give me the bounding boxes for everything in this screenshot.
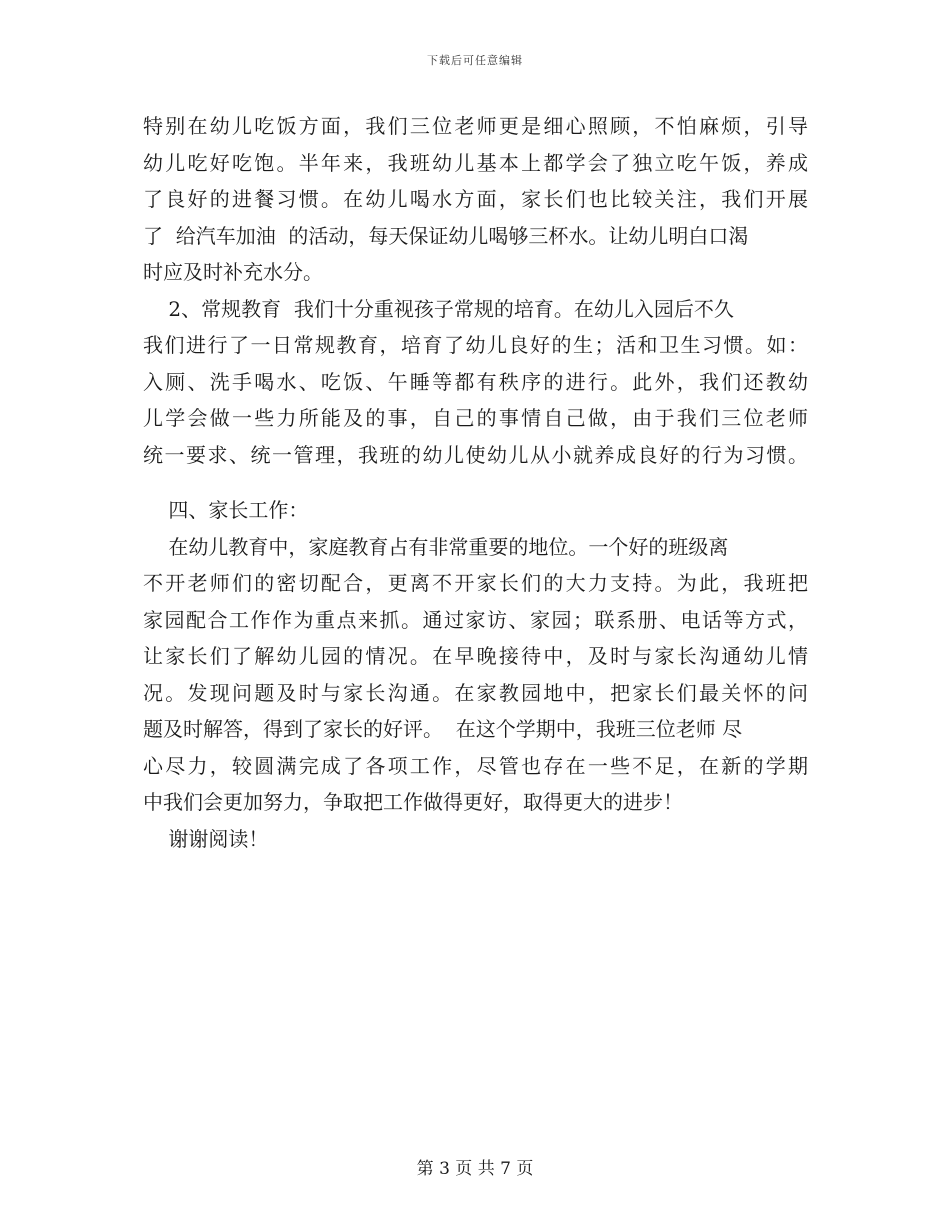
paragraph-routine-education — [143, 291, 808, 474]
text-line: 统一要求、统一管理，我班的幼儿使幼儿从小就养成良好的行为习惯。 — [143, 442, 808, 467]
text-line: 让家长们了解幼儿园的情况。在早晚接待中，及时与家长沟通幼儿情 — [143, 644, 808, 668]
text-line: 时应及时补充水分。 — [143, 260, 323, 284]
text-line: 不开老师们的密切配合，更离不开家长们的大力支持。为此，我班把 — [143, 571, 808, 595]
text-line: 了良好的进餐习惯。在幼儿喝水方面，家长们也比较关注，我们开展 — [143, 187, 808, 211]
document-body — [143, 108, 808, 857]
paragraph-meals — [143, 108, 808, 291]
text-line: 心尽力，较圆满完成了各项工作，尽管也存在一些不足，在新的学期 — [143, 753, 808, 778]
text-line: 在幼儿教育中，家庭教育占有非常重要的地位。一个好的班级离 — [143, 534, 729, 559]
text-line: 了 给汽车加油 的活动，每天保证幼儿喝够三杯水。让幼儿明白口渴 — [143, 223, 749, 248]
section-gap — [143, 473, 808, 492]
text-line: 题及时解答，得到了家长的好评。 在这个学期中，我班三位老师 尽 — [143, 717, 743, 741]
text-line: 2、常规教育 我们十分重视孩子常规的培育。在幼儿入园后不久 — [143, 296, 734, 321]
section-parent-work — [143, 492, 808, 857]
page-header: 下载后可任意编辑 — [427, 54, 523, 67]
closing-line: 谢谢阅读！ — [143, 826, 269, 851]
text-line: 家园配合工作作为重点来抓。通过家访、家园；联系册、电话等方式， — [143, 607, 808, 632]
section-heading: 四、家长工作： — [143, 498, 309, 522]
text-line: 特别在幼儿吃饭方面，我们三位老师更是细心照顾，不怕麻烦，引导 — [143, 114, 808, 138]
text-line: 况。发现问题及时与家长沟通。在家教园地中，把家长们最关怀的问 — [143, 680, 808, 705]
text-line: 入厕、洗手喝水、吃饭、午睡等都有秩序的进行。此外，我们还教幼 — [143, 369, 808, 394]
text-line: 我们进行了一日常规教育，培育了幼儿良好的生；活和卫生习惯。如： — [143, 333, 808, 357]
text-line: 中我们会更加努力，争取把工作做得更好，取得更大的进步！ — [143, 790, 683, 814]
page-number: 第 3 页 共 7 页 — [416, 1159, 534, 1179]
text-line: 幼儿吃好吃饱。半年来，我班幼儿基本上都学会了独立吃午饭，养成 — [143, 150, 808, 175]
text-line: 儿学会做一些力所能及的事，自己的事情自己做，由于我们三位老师 — [143, 406, 808, 430]
